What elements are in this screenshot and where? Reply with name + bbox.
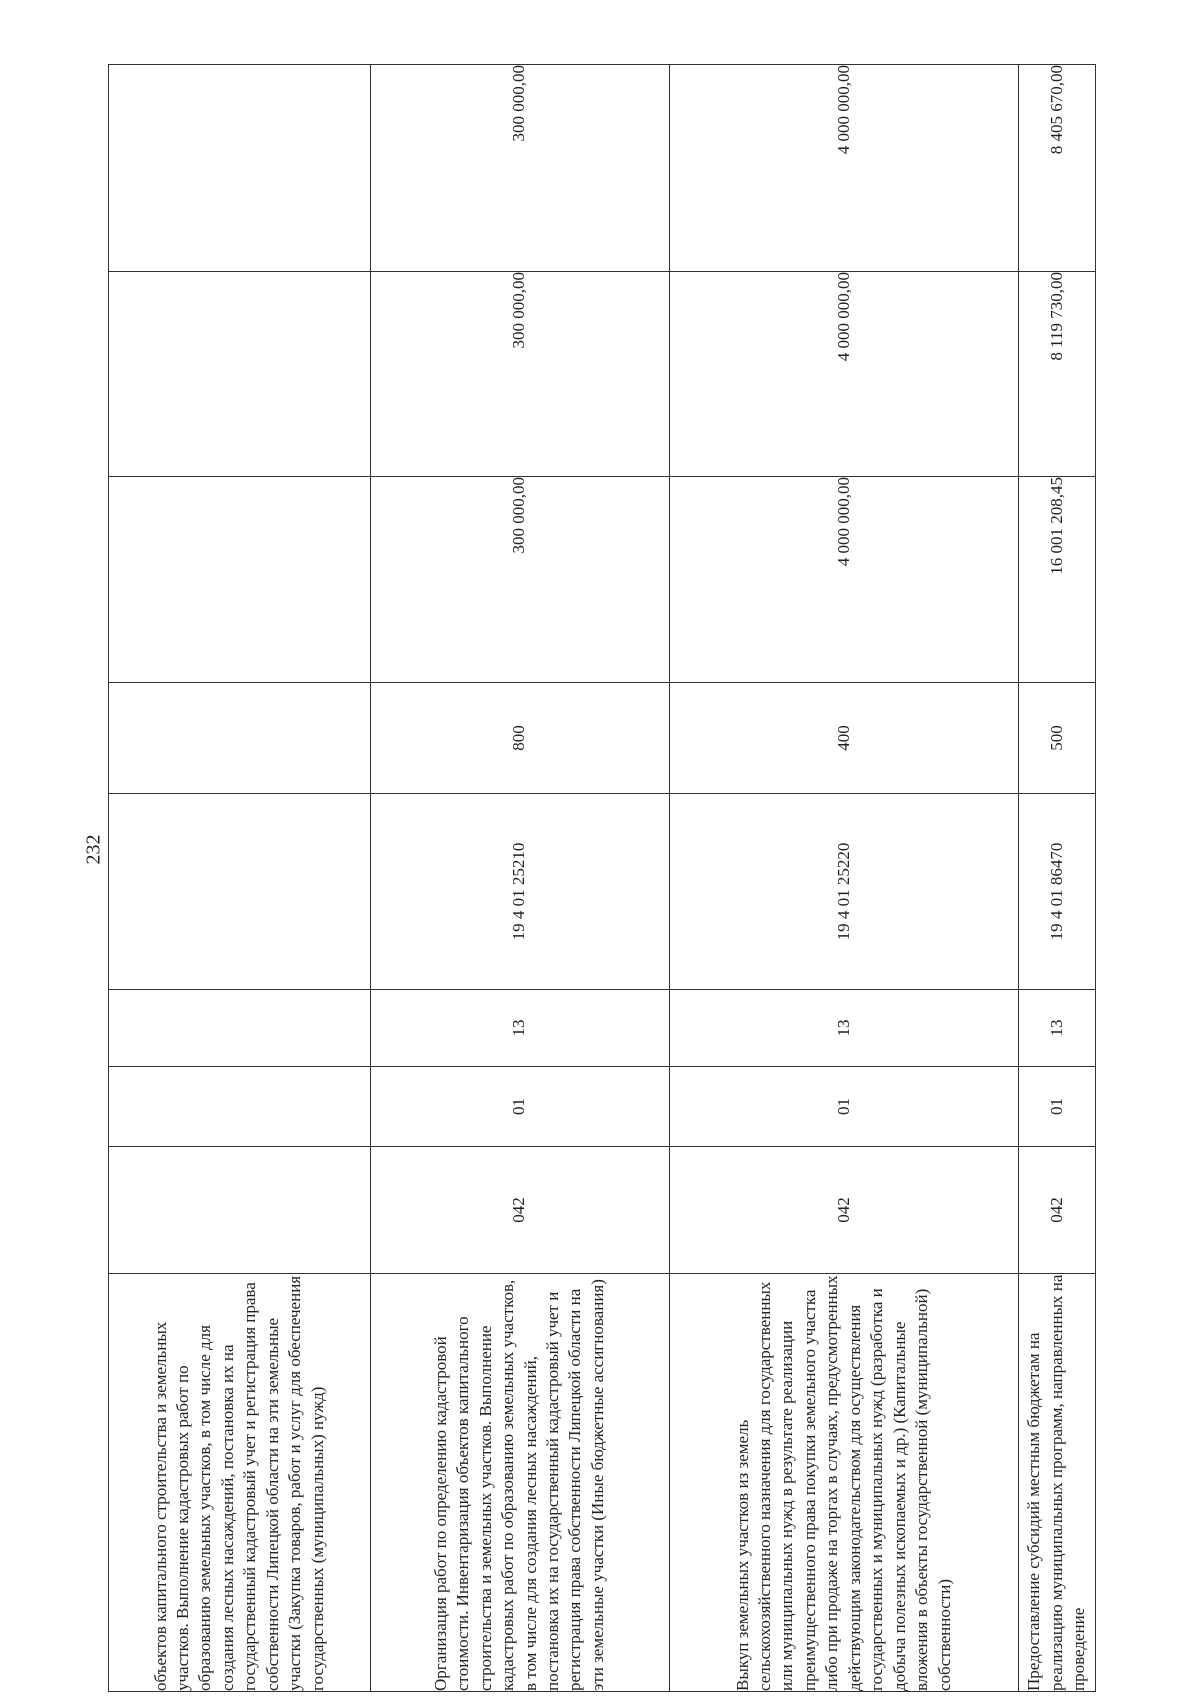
amount-year-2 (109, 272, 371, 477)
section-code: 01 (669, 1067, 1019, 1147)
amount-year-3: 4 000 000,00 (669, 65, 1019, 272)
subsection-code (109, 990, 371, 1067)
amount-year-2: 8 119 730,00 (1019, 272, 1096, 477)
subsection-code: 13 (370, 990, 669, 1067)
expense-type-code (109, 683, 371, 794)
amount-year-2: 300 000,00 (370, 272, 669, 477)
amount-year-1: 4 000 000,00 (669, 477, 1019, 683)
target-article-code: 19 4 01 86470 (1019, 794, 1096, 990)
row-description: Организация работ по определению кадастровой стоимости. Инвентаризация объектов капитального строительства и земельных участков. Выполнение кадастровых работ по образованию земельных участков, в том числе для создания лесных насаждений, постановка их на государственный кадастровый учет и регистрация права собственности Липецкой области на эти земельные участки (Иные бюджетные ассигнования) (370, 1274, 669, 1692)
amount-year-3 (109, 65, 371, 272)
section-code: 01 (1019, 1067, 1096, 1147)
expense-type-code: 800 (370, 683, 669, 794)
section-code: 01 (370, 1067, 669, 1147)
table-row (669, 65, 1019, 1692)
amount-year-3: 8 405 670,00 (1019, 65, 1096, 272)
target-article-code: 19 4 01 25210 (370, 794, 669, 990)
budget-table (108, 64, 1096, 1692)
amount-year-1: 300 000,00 (370, 477, 669, 683)
subsection-code: 13 (1019, 990, 1096, 1067)
table-row (109, 65, 371, 1692)
target-article-code (109, 794, 371, 990)
page-number: 232 (82, 834, 105, 865)
amount-year-1 (109, 477, 371, 683)
expense-type-code: 400 (669, 683, 1019, 794)
row-description: Выкуп земельных участков из земель сельскохозяйственного назначения для государственных или муниципальных нужд в результате реализации преимущественного права покупки земельного участка либо при продаже на торгах в случаях, предусмотренных действующим законодательством для осуществления государственных и муниципальных нужд (разработка и добыча полезных ископаемых и др.) (Капитальные вложения в объекты государственной (муниципальной) собственности) (669, 1274, 1019, 1692)
amount-year-3: 300 000,00 (370, 65, 669, 272)
ministry-code (109, 1147, 371, 1274)
ministry-code: 042 (1019, 1147, 1096, 1274)
budget-table-frame (108, 65, 1096, 1692)
section-code (109, 1067, 371, 1147)
amount-year-2: 4 000 000,00 (669, 272, 1019, 477)
subsection-code: 13 (669, 990, 1019, 1067)
row-description: Предоставление субсидий местным бюджетам на реализацию муниципальных программ, направленных на проведение (1019, 1274, 1096, 1692)
ministry-code: 042 (669, 1147, 1019, 1274)
target-article-code: 19 4 01 25220 (669, 794, 1019, 990)
ministry-code: 042 (370, 1147, 669, 1274)
amount-year-1: 16 001 208,45 (1019, 477, 1096, 683)
table-row (370, 65, 669, 1692)
table-row (1019, 65, 1096, 1692)
row-description: объектов капитального строительства и земельных участков. Выполнение кадастровых работ по образованию земельных участков, в том числе для создания лесных насаждений, постановка их на государственный кадастровый учет и регистрация права собственности Липецкой области на эти земельные участки (Закупка товаров, работ и услуг для обеспечения государственных (муниципальных) нужд) (109, 1274, 371, 1692)
expense-type-code: 500 (1019, 683, 1096, 794)
